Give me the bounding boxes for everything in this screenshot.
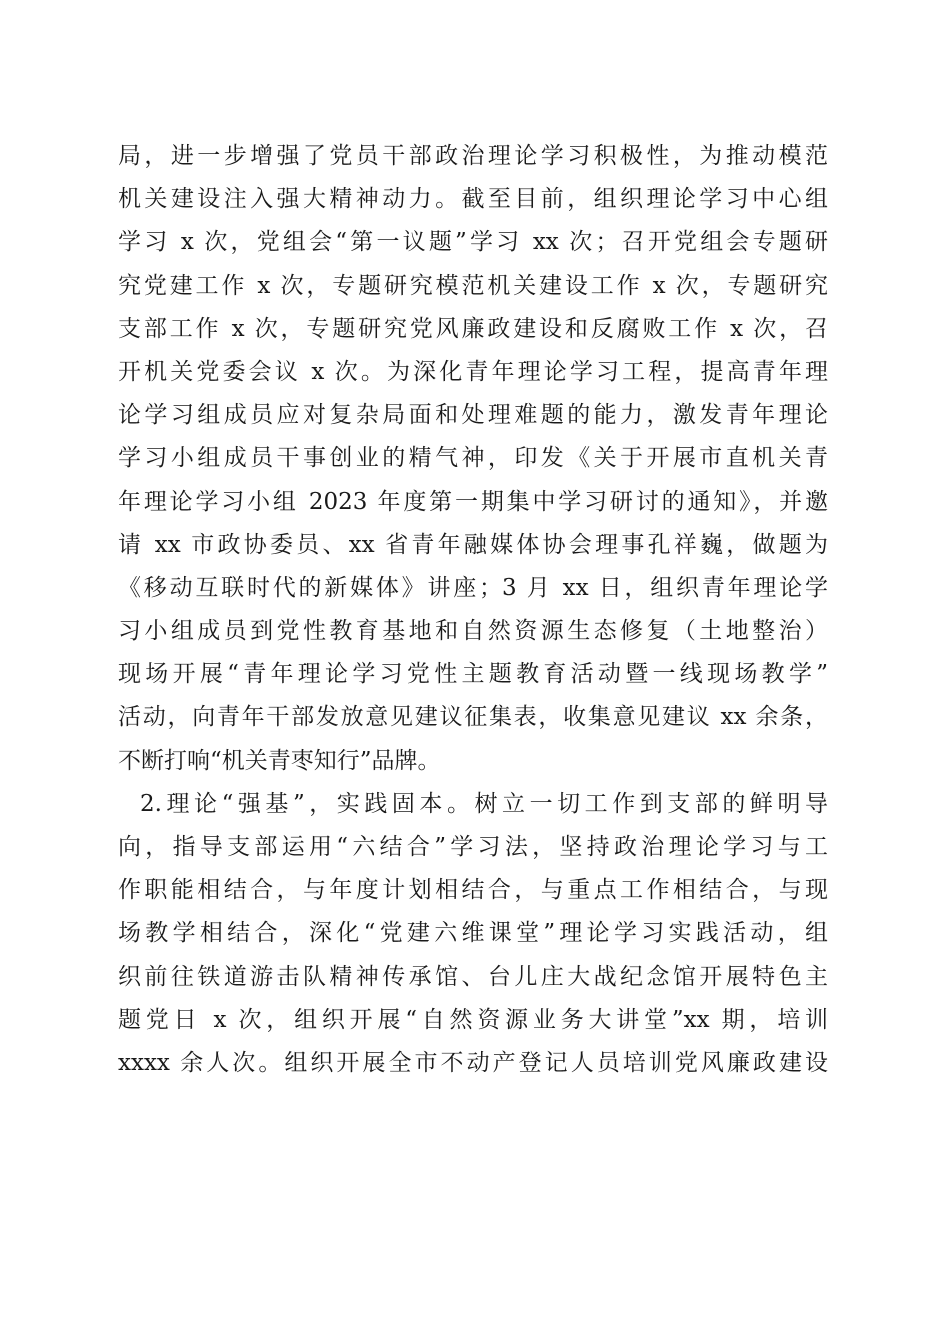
text-line: 习小组成员到党性教育基地和自然资源生态修复（土地整治） xyxy=(118,618,828,645)
document-body xyxy=(118,135,828,1085)
text-line: 作职能相结合，与年度计划相结合，与重点工作相结合，与现 xyxy=(118,877,828,904)
text-line: 请 xx 市政协委员、xx 省青年融媒体协会理事孔祥巍，做题为 xyxy=(118,531,828,558)
text-line: 支部工作 x 次，专题研究党风廉政建设和反腐败工作 x 次，召 xyxy=(118,315,828,342)
text-line: 开机关党委会议 x 次。为深化青年理论学习工程，提高青年理 xyxy=(118,358,828,385)
paragraph-2 xyxy=(118,783,828,1085)
text-line: 年理论学习小组 2023 年度第一期集中学习研讨的通知》，并邀 xyxy=(118,488,828,515)
text-line: 向，指导支部运用“六结合”学习法，坚持政治理论学习与工 xyxy=(118,834,828,860)
text-line: 场教学相结合，深化“党建六维课堂”理论学习实践活动，组 xyxy=(118,920,828,947)
text-line: 现场开展“青年理论学习党性主题教育活动暨一线现场教学” xyxy=(118,661,828,688)
text-line: 机关建设注入强大精神动力。截至目前，组织理论学习中心组 xyxy=(118,186,828,213)
text-line: 局，进一步增强了党员干部政治理论学习积极性，为推动模范 xyxy=(118,143,828,169)
text-line: 2.理论“强基”，实践固本。树立一切工作到支部的鲜明导 xyxy=(140,790,828,817)
text-line: 论学习组成员应对复杂局面和处理难题的能力，激发青年理论 xyxy=(118,402,828,429)
text-line: 学习小组成员干事创业的精气神，印发《关于开展市直机关青 xyxy=(118,445,828,472)
text-line: 究党建工作 x 次，专题研究模范机关建设工作 x 次，专题研究 xyxy=(118,272,828,299)
text-line: 织前往铁道游击队精神传承馆、台儿庄大战纪念馆开展特色主 xyxy=(118,963,828,990)
text-line: 学习 x 次，党组会“第一议题”学习 xx 次；召开党组会专题研 xyxy=(118,229,828,256)
text-line: xxxx 余人次。组织开展全市不动产登记人员培训党风廉政建设 xyxy=(118,1049,828,1076)
text-line: 《移动互联时代的新媒体》讲座；3 月 xx 日，组织青年理论学 xyxy=(118,574,828,601)
text-line: 不断打响“机关青枣知行”品牌。 xyxy=(118,747,441,774)
text-line: 题党日 x 次，组织开展“自然资源业务大讲堂”xx 期，培训 xyxy=(118,1006,828,1033)
paragraph-1 xyxy=(118,135,828,783)
text-line: 活动，向青年干部发放意见建议征集表，收集意见建议 xx 余条， xyxy=(118,704,828,731)
